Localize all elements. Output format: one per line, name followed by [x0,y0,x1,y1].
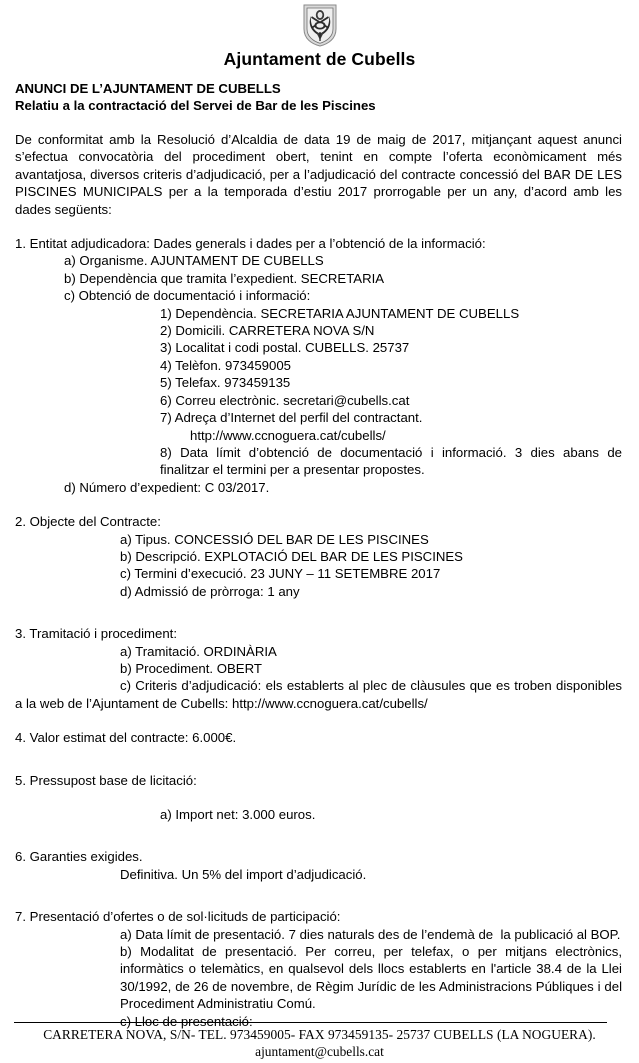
spacer [15,883,622,900]
heading-line-2: Relatiu a la contractació del Servei de Bar de les Piscines [15,97,376,113]
section-3-item-c: c) Criteris d’adjudicació: els establerts al plec de clàusules que es troben disponibles a la web de l’Ajuntament de Cubells: http://www.ccnoguera.cat/cubells/ [15,678,622,711]
spacer [15,840,622,848]
spacer [15,712,622,729]
section-3-title: 3. Tramitació i procediment: [15,626,177,642]
section-2-item-b: b) Descripció. EXPLOTACIÓ DEL BAR DE LES PISCINES [120,548,463,564]
section-2-title: 2. Objecte del Contracte: [15,514,161,530]
coat-of-arms-icon [301,3,339,47]
document-body [0,81,639,1030]
footer-email: ajuntament@cubells.cat [255,1044,384,1059]
page-footer [0,1022,639,1060]
spacer [15,823,622,840]
section-1-title: 1. Entitat adjudicadora: Dades generals i dades per a l’obtenció de la informació: [15,236,486,252]
section-1-item-c4: 4) Telèfon. 973459005 [160,357,292,373]
announcement-heading [15,81,622,114]
spacer [15,114,622,131]
section-6-title: 6. Garanties exigides. [15,849,143,865]
heading-line-1: ANUNCI DE L’AJUNTAMENT DE CUBELLS [15,81,281,96]
spacer [15,496,622,513]
spacer [15,900,622,908]
section-2-item-c: c) Termini d’execució. 23 JUNY – 11 SETEMBRE 2017 [120,566,441,582]
section-7-item-b: b) Modalitat de presentació. Per correu, per telefax, o per mitjans electrònics, informàtics o telemàtics, en qualsevol dels llocs establerts en l'article 38.4 de la Llei 30/1992, de 26 de novembre, de Règim Jurídic de les Administracions Públiques i del Procediment Administratiu Comú. [120,944,622,1012]
section-1-item-d: d) Número d’expedient: C 03/2017. [64,479,270,495]
spacer [15,600,622,617]
intro-paragraph: De conformitat amb la Resolució d’Alcaldia de data 19 de maig de 2017, mitjançant aquest anunci s’efectua convocatòria del procediment obert, tenint en compte l’oferta econòmicament més avantatjosa, diversos criteris d’adjudicació, per a l’adjudicació del contracte concessió del BAR DE LES PISCINES MUNICIPALS per a la temporada d’estiu 2017 prorrogable per un any, d’acord amb les dades següents: [15,132,622,217]
footer-divider [14,1022,607,1023]
section-5-item-a: a) Import net: 3.000 euros. [160,807,316,822]
section-1-item-c7: 7) Adreça d’Internet del perfil del contractant. [160,410,423,426]
spacer [15,764,622,772]
document-masthead [0,0,639,69]
section-3-item-a: a) Tramitació. ORDINÀRIA [120,643,277,659]
section-5-title: 5. Pressupost base de licitació: [15,772,197,788]
section-1-item-c6: 6) Correu electrònic. secretari@cubells.cat [160,392,410,408]
section-1-item-c3: 3) Localitat i codi postal. CUBELLS. 25737 [160,340,410,356]
spacer [15,747,622,764]
section-7-item-c: c) Lloc de presentació: [120,1013,253,1029]
section-2-item-a: a) Tipus. CONCESSIÓ DEL BAR DE LES PISCINES [120,531,429,547]
section-4-title: 4. Valor estimat del contracte: 6.000€. [15,730,237,746]
section-6-item-a: Definitiva. Un 5% del import d’adjudicació. [120,866,367,882]
spacer [15,617,622,625]
section-1-item-a: a) Organisme. AJUNTAMENT DE CUBELLS [64,253,324,269]
footer-address: CARRETERA NOVA, S/N- TEL. 973459005- FAX 973459135- 25737 CUBELLS (LA NOGUERA). [43,1027,596,1042]
section-2-item-d: d) Admissió de pròrroga: 1 any [120,583,300,599]
section-1-item-c7-url: http://www.ccnoguera.cat/cubells/ [190,427,386,443]
spacer [15,218,622,235]
section-1-item-b: b) Dependència que tramita l’expedient. SECRETARIA [64,270,385,286]
page-title: Ajuntament de Cubells [223,49,416,69]
section-1-item-c1: 1) Dependència. SECRETARIA AJUNTAMENT DE CUBELLS [160,305,520,321]
section-3-item-b: b) Procediment. OBERT [120,660,262,676]
spacer [15,789,622,806]
section-7-item-a: a) Data límit de presentació. 7 dies naturals des de l’endemà de la publicació al BOP. [120,926,621,942]
section-1-item-c5: 5) Telefax. 973459135 [160,375,291,391]
section-1-item-c8: 8) Data límit d’obtenció de documentació i informació. 3 dies abans de finalitzar el termini per a presentar propostes. [160,444,622,478]
section-7-title: 7. Presentació d’ofertes o de sol·licituds de participació: [15,909,341,925]
section-1-item-c2: 2) Domicili. CARRETERA NOVA S/N [160,323,375,339]
section-1-item-c: c) Obtenció de documentació i informació: [64,288,311,304]
